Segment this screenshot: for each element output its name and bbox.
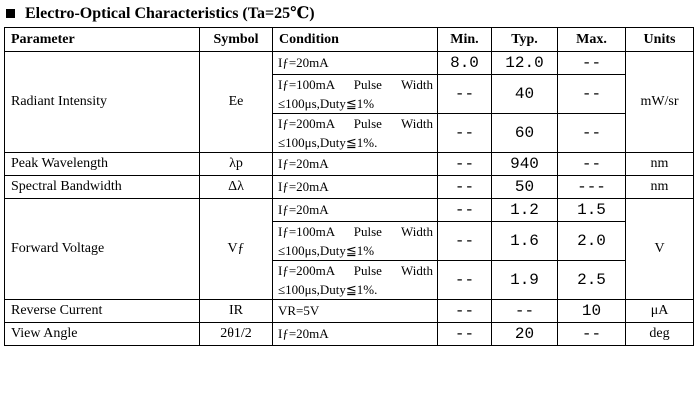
table-row (5, 199, 694, 222)
max-cell: 1.5 (558, 199, 626, 222)
table-row (5, 176, 694, 199)
condition-cell: Iƒ=20mA (273, 176, 438, 199)
param-reverse-current: Reverse Current (5, 300, 200, 323)
param-peak-wavelength: Peak Wavelength (5, 153, 200, 176)
header-row (5, 28, 694, 52)
units-radiant-intensity: mW/sr (626, 52, 694, 153)
typ-cell: -- (492, 300, 558, 323)
typ-cell: 40 (492, 75, 558, 114)
condition-cell: VR=5V (273, 300, 438, 323)
max-cell: -- (558, 75, 626, 114)
header-min: Min. (438, 28, 492, 52)
header-units: Units (626, 28, 694, 52)
condition-cell: Iƒ=20mA (273, 153, 438, 176)
units-reverse-current: μA (626, 300, 694, 323)
header-typ: Typ. (492, 28, 558, 52)
condition-text: Iƒ=200mA Pulse Width ≤100μs,Duty≦1%. (278, 116, 433, 150)
min-cell: 8.0 (438, 52, 492, 75)
square-bullet-icon (6, 9, 15, 18)
param-forward-voltage: Forward Voltage (5, 199, 200, 300)
units-view-angle: deg (626, 323, 694, 346)
condition-text: Iƒ=200mA Pulse Width ≤100μs,Duty≦1%. (278, 263, 433, 297)
condition-cell: Iƒ=20mA (273, 52, 438, 75)
condition-cell (273, 261, 438, 300)
condition-cell (273, 75, 438, 114)
min-cell: -- (438, 153, 492, 176)
max-cell: 2.0 (558, 222, 626, 261)
min-cell: -- (438, 222, 492, 261)
symbol-reverse-current: IR (200, 300, 273, 323)
header-max: Max. (558, 28, 626, 52)
units-spectral-bandwidth: nm (626, 176, 694, 199)
typ-cell: 1.9 (492, 261, 558, 300)
symbol-peak-wavelength: λp (200, 153, 273, 176)
typ-cell: 12.0 (492, 52, 558, 75)
typ-cell: 20 (492, 323, 558, 346)
param-spectral-bandwidth: Spectral Bandwidth (5, 176, 200, 199)
min-cell: -- (438, 199, 492, 222)
typ-cell: 60 (492, 114, 558, 153)
table-row (5, 153, 694, 176)
min-cell: -- (438, 261, 492, 300)
condition-cell: Iƒ=20mA (273, 199, 438, 222)
max-cell: -- (558, 153, 626, 176)
header-condition: Condition (273, 28, 438, 52)
param-radiant-intensity: Radiant Intensity (5, 52, 200, 153)
max-cell: -- (558, 323, 626, 346)
min-cell: -- (438, 75, 492, 114)
max-cell: -- (558, 114, 626, 153)
min-cell: -- (438, 300, 492, 323)
header-symbol: Symbol (200, 28, 273, 52)
typ-cell: 940 (492, 153, 558, 176)
units-forward-voltage: V (626, 199, 694, 300)
header-parameter: Parameter (5, 28, 200, 52)
typ-cell: 1.2 (492, 199, 558, 222)
section-title-text: Electro-Optical Characteristics (Ta=25℃) (25, 5, 315, 22)
symbol-spectral-bandwidth: Δλ (200, 176, 273, 199)
max-cell: 10 (558, 300, 626, 323)
symbol-forward-voltage: Vƒ (200, 199, 273, 300)
characteristics-table (4, 27, 694, 346)
typ-cell: 1.6 (492, 222, 558, 261)
min-cell: -- (438, 323, 492, 346)
condition-cell: Iƒ=20mA (273, 323, 438, 346)
table-row (5, 323, 694, 346)
min-cell: -- (438, 114, 492, 153)
max-cell: 2.5 (558, 261, 626, 300)
min-cell: -- (438, 176, 492, 199)
condition-cell (273, 114, 438, 153)
max-cell: --- (558, 176, 626, 199)
condition-text: Iƒ=100mA Pulse Width ≤100μs,Duty≦1% (278, 77, 433, 111)
condition-cell (273, 222, 438, 261)
max-cell: -- (558, 52, 626, 75)
table-row (5, 52, 694, 75)
condition-text: Iƒ=100mA Pulse Width ≤100μs,Duty≦1% (278, 224, 433, 258)
param-view-angle: View Angle (5, 323, 200, 346)
symbol-radiant-intensity: Ee (200, 52, 273, 153)
symbol-view-angle: 2θ1/2 (200, 323, 273, 346)
units-peak-wavelength: nm (626, 153, 694, 176)
typ-cell: 50 (492, 176, 558, 199)
table-row (5, 300, 694, 323)
section-title (6, 2, 315, 24)
